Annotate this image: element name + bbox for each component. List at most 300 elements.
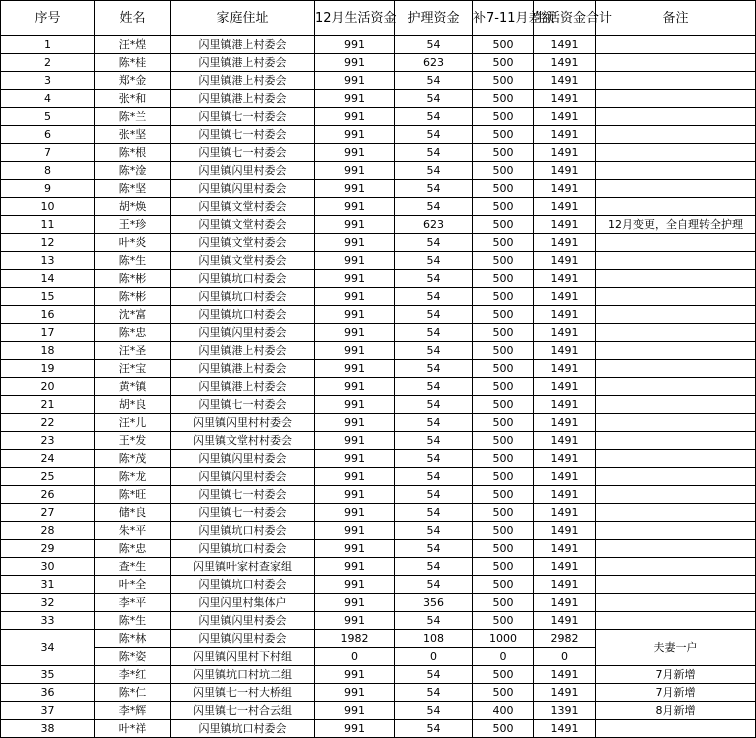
cell-living: 991 [315,378,395,396]
cell-living: 991 [315,684,395,702]
cell-living: 991 [315,144,395,162]
cell-nursing: 54 [395,306,473,324]
cell-name: 张*坚 [95,126,171,144]
table-row [1,630,756,648]
cell-total: 1491 [534,594,596,612]
cell-total: 1491 [534,540,596,558]
cell-seq: 19 [1,360,95,378]
cell-remark [596,396,756,414]
cell-supplement: 500 [473,666,534,684]
cell-supplement: 500 [473,522,534,540]
cell-name: 黄*镇 [95,378,171,396]
cell-nursing: 54 [395,486,473,504]
table-row [1,162,756,180]
cell-total: 1491 [534,198,596,216]
cell-address: 闪里镇港上村委会 [171,72,315,90]
cell-seq: 10 [1,198,95,216]
cell-nursing: 54 [395,378,473,396]
cell-total: 1491 [534,396,596,414]
cell-nursing: 54 [395,666,473,684]
cell-total: 1491 [534,180,596,198]
cell-address: 闪里镇坑口村委会 [171,270,315,288]
cell-remark [596,90,756,108]
cell-remark [596,432,756,450]
table-row [1,396,756,414]
cell-supplement: 500 [473,468,534,486]
cell-name: 陈*彬 [95,270,171,288]
cell-seq: 1 [1,36,95,54]
cell-total: 1491 [534,306,596,324]
cell-seq: 17 [1,324,95,342]
cell-remark [596,504,756,522]
cell-seq: 28 [1,522,95,540]
cell-living: 991 [315,306,395,324]
cell-living: 991 [315,270,395,288]
cell-remark [596,54,756,72]
table-row [1,684,756,702]
table-row [1,702,756,720]
cell-supplement: 500 [473,342,534,360]
cell-address: 闪里镇港上村委会 [171,342,315,360]
cell-nursing: 54 [395,234,473,252]
cell-name: 陈*茂 [95,450,171,468]
table-row [1,180,756,198]
cell-seq: 25 [1,468,95,486]
table-row [1,252,756,270]
cell-remark [596,324,756,342]
cell-living: 991 [315,216,395,234]
cell-seq: 21 [1,396,95,414]
cell-living: 991 [315,522,395,540]
cell-name: 陈*忠 [95,540,171,558]
cell-nursing: 54 [395,162,473,180]
table-row [1,522,756,540]
cell-supplement: 500 [473,360,534,378]
cell-address: 闪里镇七一村委会 [171,504,315,522]
cell-seq: 15 [1,288,95,306]
table-row [1,72,756,90]
cell-name: 陈*姿 [95,648,171,666]
table-row [1,720,756,738]
table-row [1,54,756,72]
cell-living: 991 [315,558,395,576]
cell-seq: 18 [1,342,95,360]
cell-living: 991 [315,324,395,342]
table-row [1,576,756,594]
cell-seq: 12 [1,234,95,252]
cell-address: 闪里镇七一村委会 [171,486,315,504]
cell-supplement: 500 [473,612,534,630]
cell-remark: 7月新增 [596,666,756,684]
cell-remark [596,360,756,378]
table-row [1,126,756,144]
cell-remark [596,198,756,216]
cell-living: 991 [315,180,395,198]
cell-name: 沈*富 [95,306,171,324]
cell-remark [596,486,756,504]
cell-supplement: 500 [473,90,534,108]
cell-address: 闪里镇坑口村委会 [171,576,315,594]
cell-address: 闪里镇闪里村委会 [171,630,315,648]
cell-nursing: 54 [395,702,473,720]
cell-address: 闪里镇坑口村委会 [171,540,315,558]
cell-remark [596,720,756,738]
cell-living: 991 [315,396,395,414]
cell-nursing: 54 [395,90,473,108]
table-body [1,36,756,630]
table-row [1,198,756,216]
table-row [1,270,756,288]
cell-address: 闪里镇文堂村委会 [171,216,315,234]
table-row [1,144,756,162]
cell-remark [596,576,756,594]
cell-seq: 2 [1,54,95,72]
table-row [1,378,756,396]
cell-nursing: 54 [395,396,473,414]
cell-remark [596,126,756,144]
cell-living: 991 [315,666,395,684]
cell-supplement: 500 [473,576,534,594]
cell-nursing: 54 [395,414,473,432]
cell-total: 1491 [534,360,596,378]
cell-supplement: 500 [473,504,534,522]
cell-nursing: 54 [395,180,473,198]
cell-living: 991 [315,162,395,180]
cell-nursing: 54 [395,324,473,342]
cell-supplement: 500 [473,396,534,414]
cell-supplement: 0 [473,648,534,666]
cell-supplement: 500 [473,216,534,234]
cell-address: 闪里镇闪里村委会 [171,324,315,342]
cell-seq: 26 [1,486,95,504]
cell-total: 1491 [534,72,596,90]
table-row [1,432,756,450]
cell-total: 1491 [534,558,596,576]
cell-address: 闪里镇闪里村委会 [171,450,315,468]
cell-seq: 34 [1,630,95,666]
table-row [1,288,756,306]
cell-supplement: 500 [473,306,534,324]
cell-address: 闪里镇闪里村委会 [171,162,315,180]
cell-remark [596,108,756,126]
cell-name: 张*和 [95,90,171,108]
header-nursing: 护理资金 [395,1,473,36]
cell-nursing: 623 [395,54,473,72]
table-row [1,324,756,342]
cell-address: 闪里镇坑口村委会 [171,522,315,540]
cell-total: 1491 [534,90,596,108]
cell-seq: 9 [1,180,95,198]
cell-remark [596,414,756,432]
cell-total: 1491 [534,666,596,684]
cell-remark: 夫妻一户 [596,630,756,666]
cell-seq: 11 [1,216,95,234]
cell-remark: 7月新增 [596,684,756,702]
cell-nursing: 54 [395,540,473,558]
table-row [1,540,756,558]
cell-name: 李*红 [95,666,171,684]
cell-living: 991 [315,108,395,126]
cell-address: 闪里镇港上村委会 [171,54,315,72]
cell-supplement: 500 [473,72,534,90]
cell-nursing: 54 [395,288,473,306]
cell-remark: 8月新增 [596,702,756,720]
cell-remark [596,522,756,540]
table-row [1,360,756,378]
cell-nursing: 54 [395,270,473,288]
cell-remark [596,288,756,306]
cell-nursing: 54 [395,198,473,216]
cell-living: 1982 [315,630,395,648]
cell-seq: 31 [1,576,95,594]
cell-supplement: 500 [473,198,534,216]
cell-remark [596,468,756,486]
cell-seq: 8 [1,162,95,180]
table-row [1,468,756,486]
cell-nursing: 54 [395,252,473,270]
cell-name: 李*辉 [95,702,171,720]
cell-seq: 27 [1,504,95,522]
cell-living: 991 [315,468,395,486]
cell-remark [596,72,756,90]
cell-remark [596,270,756,288]
cell-name: 陈*生 [95,612,171,630]
table-row [1,414,756,432]
cell-nursing: 54 [395,522,473,540]
cell-address: 闪里镇七一村委会 [171,144,315,162]
cell-total: 1491 [534,486,596,504]
cell-nursing: 108 [395,630,473,648]
cell-supplement: 500 [473,594,534,612]
cell-address: 闪里闪里村集体户 [171,594,315,612]
cell-name: 陈*生 [95,252,171,270]
cell-total: 1491 [534,162,596,180]
cell-living: 991 [315,702,395,720]
cell-total: 1491 [534,450,596,468]
cell-remark [596,36,756,54]
cell-living: 991 [315,288,395,306]
cell-living: 991 [315,72,395,90]
cell-supplement: 500 [473,234,534,252]
cell-name: 陈*桂 [95,54,171,72]
cell-nursing: 54 [395,342,473,360]
cell-living: 991 [315,234,395,252]
cell-remark [596,594,756,612]
cell-living: 991 [315,594,395,612]
cell-seq: 14 [1,270,95,288]
cell-living: 991 [315,252,395,270]
cell-address: 闪里镇港上村委会 [171,36,315,54]
cell-total: 1391 [534,702,596,720]
cell-total: 1491 [534,684,596,702]
couple-rows [1,630,756,666]
cell-address: 闪里镇闪里村下村组 [171,648,315,666]
cell-supplement: 500 [473,486,534,504]
cell-total: 1491 [534,234,596,252]
cell-address: 闪里镇文堂村委会 [171,198,315,216]
cell-total: 1491 [534,522,596,540]
cell-address: 闪里镇闪里村委会 [171,612,315,630]
cell-total: 1491 [534,468,596,486]
header-total: 生活资金合计 [534,1,596,36]
cell-nursing: 54 [395,450,473,468]
cell-name: 叶*炎 [95,234,171,252]
cell-seq: 5 [1,108,95,126]
cell-remark [596,306,756,324]
cell-name: 储*良 [95,504,171,522]
cell-total: 1491 [534,126,596,144]
cell-total: 1491 [534,144,596,162]
table-row [1,90,756,108]
cell-supplement: 400 [473,702,534,720]
cell-nursing: 54 [395,144,473,162]
cell-name: 陈*龙 [95,468,171,486]
cell-name: 叶*全 [95,576,171,594]
cell-name: 陈*林 [95,630,171,648]
cell-living: 991 [315,414,395,432]
cell-seq: 30 [1,558,95,576]
cell-total: 1491 [534,342,596,360]
cell-name: 郑*金 [95,72,171,90]
cell-seq: 6 [1,126,95,144]
cell-address: 闪里镇叶家村查家组 [171,558,315,576]
cell-nursing: 54 [395,720,473,738]
cell-address: 闪里镇闪里村委会 [171,180,315,198]
cell-name: 陈*旺 [95,486,171,504]
cell-name: 汪*煌 [95,36,171,54]
cell-total: 0 [534,648,596,666]
cell-total: 1491 [534,36,596,54]
cell-address: 闪里镇港上村委会 [171,90,315,108]
cell-seq: 29 [1,540,95,558]
cell-address: 闪里镇七一村委会 [171,396,315,414]
cell-supplement: 500 [473,432,534,450]
cell-nursing: 54 [395,108,473,126]
table-row [1,486,756,504]
cell-supplement: 500 [473,144,534,162]
cell-name: 王*珍 [95,216,171,234]
cell-supplement: 500 [473,270,534,288]
cell-nursing: 54 [395,36,473,54]
cell-remark: 12月变更，全自理转全护理 [596,216,756,234]
cell-total: 1491 [534,612,596,630]
table-row [1,234,756,252]
table-row [1,504,756,522]
cell-living: 991 [315,540,395,558]
cell-remark [596,162,756,180]
cell-seq: 16 [1,306,95,324]
header-seq: 序号 [1,1,95,36]
cell-nursing: 54 [395,432,473,450]
table-row [1,306,756,324]
cell-nursing: 54 [395,558,473,576]
cell-nursing: 54 [395,684,473,702]
header-name: 姓名 [95,1,171,36]
cell-seq: 35 [1,666,95,684]
cell-total: 2982 [534,630,596,648]
cell-supplement: 500 [473,558,534,576]
cell-name: 朱*平 [95,522,171,540]
cell-seq: 7 [1,144,95,162]
cell-seq: 24 [1,450,95,468]
cell-supplement: 500 [473,450,534,468]
cell-total: 1491 [534,54,596,72]
cell-name: 陈*忠 [95,324,171,342]
cell-address: 闪里镇七一村委会 [171,126,315,144]
table-row [1,612,756,630]
cell-supplement: 500 [473,324,534,342]
cell-supplement: 500 [473,162,534,180]
table-row [1,450,756,468]
cell-total: 1491 [534,288,596,306]
table-row [1,342,756,360]
cell-seq: 38 [1,720,95,738]
cell-name: 胡*焕 [95,198,171,216]
header-remark: 备注 [596,1,756,36]
cell-remark [596,234,756,252]
cell-living: 991 [315,576,395,594]
cell-address: 闪里镇坑口村坑二组 [171,666,315,684]
cell-living: 991 [315,54,395,72]
cell-living: 991 [315,486,395,504]
cell-address: 闪里镇闪里村委会 [171,468,315,486]
cell-living: 991 [315,612,395,630]
cell-nursing: 54 [395,576,473,594]
cell-supplement: 500 [473,108,534,126]
cell-total: 1491 [534,108,596,126]
cell-living: 991 [315,198,395,216]
cell-nursing: 54 [395,612,473,630]
cell-address: 闪里镇港上村委会 [171,360,315,378]
cell-supplement: 500 [473,414,534,432]
cell-name: 叶*祥 [95,720,171,738]
table-row [1,594,756,612]
cell-name: 陈*坚 [95,180,171,198]
cell-total: 1491 [534,432,596,450]
cell-nursing: 54 [395,360,473,378]
cell-living: 991 [315,450,395,468]
cell-living: 991 [315,504,395,522]
cell-name: 汪*宝 [95,360,171,378]
cell-seq: 20 [1,378,95,396]
cell-address: 闪里镇文堂村委会 [171,252,315,270]
cell-nursing: 623 [395,216,473,234]
cell-remark [596,378,756,396]
cell-seq: 4 [1,90,95,108]
cell-address: 闪里镇七一村合云组 [171,702,315,720]
cell-nursing: 54 [395,72,473,90]
cell-seq: 3 [1,72,95,90]
cell-address: 闪里镇闪里村村委会 [171,414,315,432]
cell-address: 闪里镇坑口村委会 [171,720,315,738]
cell-name: 汪*儿 [95,414,171,432]
header-supplement: 补7-11月差额 [473,1,534,36]
cell-supplement: 1000 [473,630,534,648]
cell-seq: 23 [1,432,95,450]
cell-supplement: 500 [473,252,534,270]
cell-living: 991 [315,90,395,108]
cell-name: 汪*圣 [95,342,171,360]
cell-seq: 22 [1,414,95,432]
cell-living: 991 [315,36,395,54]
cell-remark [596,144,756,162]
cell-total: 1491 [534,378,596,396]
cell-address: 闪里镇港上村委会 [171,378,315,396]
table-row [1,36,756,54]
cell-living: 991 [315,432,395,450]
cell-nursing: 54 [395,468,473,486]
cell-living: 991 [315,360,395,378]
